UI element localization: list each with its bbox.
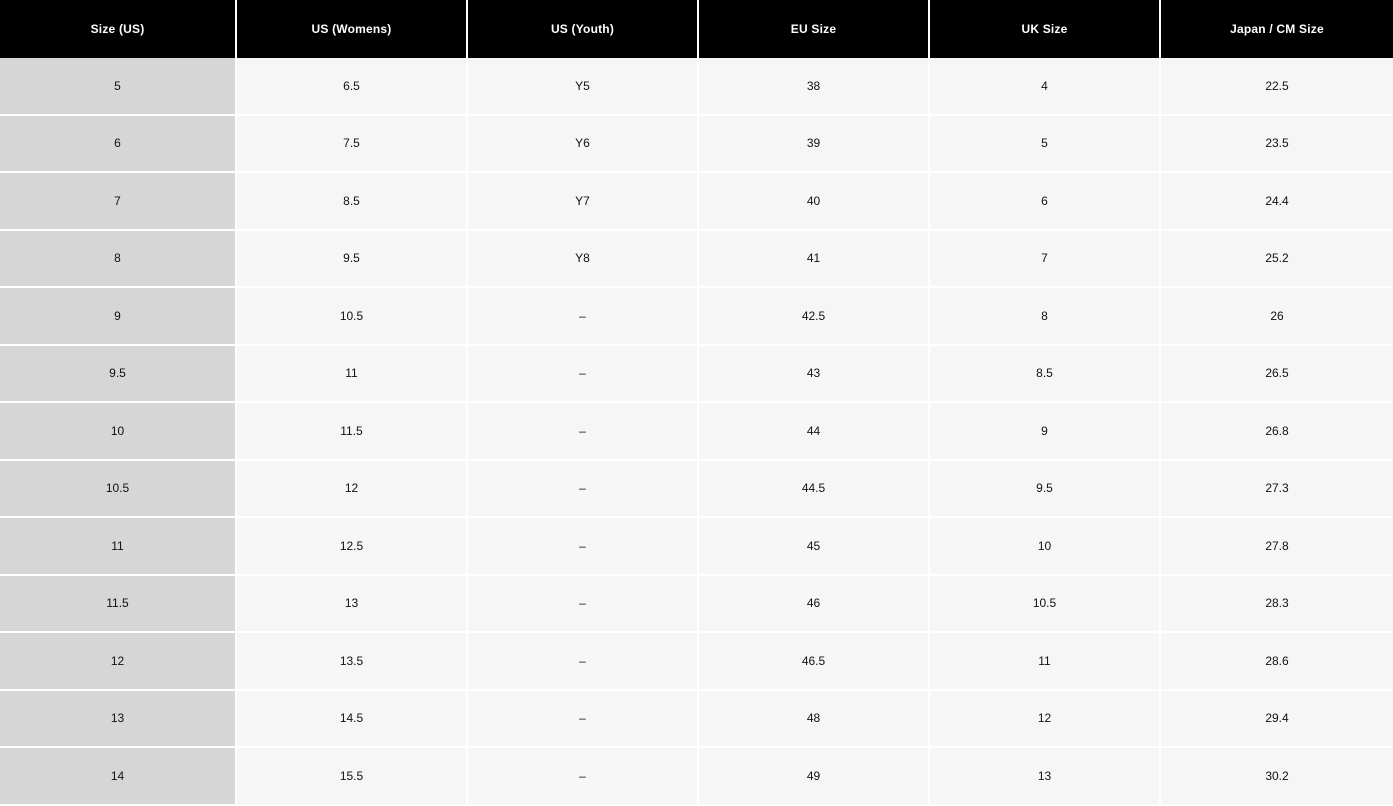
table-cell: 22.5 <box>1160 58 1393 115</box>
table-cell: 46.5 <box>698 632 929 690</box>
table-cell: – <box>467 517 698 575</box>
table-cell: 7.5 <box>236 115 467 173</box>
table-header-row <box>0 0 1393 58</box>
table-cell-size-us: 11 <box>0 517 236 575</box>
table-cell: 48 <box>698 690 929 748</box>
table-cell: 26.8 <box>1160 402 1393 460</box>
table-cell: 6 <box>929 172 1160 230</box>
table-row <box>0 58 1393 115</box>
table-row <box>0 172 1393 230</box>
table-cell: – <box>467 345 698 403</box>
table-cell: Y7 <box>467 172 698 230</box>
table-cell: – <box>467 402 698 460</box>
table-cell: Y6 <box>467 115 698 173</box>
table-cell: 28.6 <box>1160 632 1393 690</box>
table-header <box>0 0 1393 58</box>
table-cell: 8.5 <box>929 345 1160 403</box>
table-cell: 40 <box>698 172 929 230</box>
table-cell: 13 <box>929 747 1160 805</box>
table-cell: 46 <box>698 575 929 633</box>
table-cell: Y5 <box>467 58 698 115</box>
table-cell-size-us: 11.5 <box>0 575 236 633</box>
table-cell: 9.5 <box>929 460 1160 518</box>
table-cell: 5 <box>929 115 1160 173</box>
table-cell: 26.5 <box>1160 345 1393 403</box>
table-cell: 12 <box>236 460 467 518</box>
table-row <box>0 632 1393 690</box>
table-cell: – <box>467 632 698 690</box>
table-cell: 10.5 <box>929 575 1160 633</box>
column-header-japan-cm-size: Japan / CM Size <box>1160 0 1393 58</box>
table-cell: 27.8 <box>1160 517 1393 575</box>
table-cell: 9.5 <box>236 230 467 288</box>
table-body <box>0 58 1393 805</box>
table-row <box>0 402 1393 460</box>
table-cell: 11 <box>236 345 467 403</box>
table-cell: 13 <box>236 575 467 633</box>
table-cell: 28.3 <box>1160 575 1393 633</box>
table-cell-size-us: 14 <box>0 747 236 805</box>
table-cell: 4 <box>929 58 1160 115</box>
table-cell: 10.5 <box>236 287 467 345</box>
table-cell: 13.5 <box>236 632 467 690</box>
table-cell: 44 <box>698 402 929 460</box>
table-cell: 41 <box>698 230 929 288</box>
table-cell-size-us: 9 <box>0 287 236 345</box>
table-cell-size-us: 8 <box>0 230 236 288</box>
table-cell: 43 <box>698 345 929 403</box>
table-row <box>0 460 1393 518</box>
table-cell-size-us: 7 <box>0 172 236 230</box>
table-cell: 29.4 <box>1160 690 1393 748</box>
table-cell: 14.5 <box>236 690 467 748</box>
table-cell: – <box>467 575 698 633</box>
column-header-size-us: Size (US) <box>0 0 236 58</box>
table-cell: 9 <box>929 402 1160 460</box>
table-cell: 23.5 <box>1160 115 1393 173</box>
table-row <box>0 747 1393 805</box>
table-cell: 10 <box>929 517 1160 575</box>
table-cell-size-us: 9.5 <box>0 345 236 403</box>
table-cell-size-us: 13 <box>0 690 236 748</box>
table-cell: 12 <box>929 690 1160 748</box>
table-cell: 27.3 <box>1160 460 1393 518</box>
table-row <box>0 517 1393 575</box>
table-cell: – <box>467 747 698 805</box>
table-cell: 25.2 <box>1160 230 1393 288</box>
table-row <box>0 345 1393 403</box>
column-header-us-youth: US (Youth) <box>467 0 698 58</box>
table-cell: 11 <box>929 632 1160 690</box>
table-row <box>0 690 1393 748</box>
table-row <box>0 287 1393 345</box>
column-header-uk-size: UK Size <box>929 0 1160 58</box>
table-cell: 11.5 <box>236 402 467 460</box>
table-cell: 24.4 <box>1160 172 1393 230</box>
column-header-eu-size: EU Size <box>698 0 929 58</box>
table-cell: 49 <box>698 747 929 805</box>
table-cell: 8 <box>929 287 1160 345</box>
table-cell: 39 <box>698 115 929 173</box>
table-cell: – <box>467 460 698 518</box>
table-cell: – <box>467 690 698 748</box>
table-cell: – <box>467 287 698 345</box>
table-cell-size-us: 12 <box>0 632 236 690</box>
table-row <box>0 115 1393 173</box>
table-cell-size-us: 6 <box>0 115 236 173</box>
table-cell: 44.5 <box>698 460 929 518</box>
table-cell: 8.5 <box>236 172 467 230</box>
table-cell: Y8 <box>467 230 698 288</box>
table-cell: 26 <box>1160 287 1393 345</box>
table-row <box>0 230 1393 288</box>
table-cell-size-us: 5 <box>0 58 236 115</box>
table-cell: 7 <box>929 230 1160 288</box>
table-cell: 45 <box>698 517 929 575</box>
table-cell: 6.5 <box>236 58 467 115</box>
table-cell-size-us: 10 <box>0 402 236 460</box>
table-cell-size-us: 10.5 <box>0 460 236 518</box>
table-row <box>0 575 1393 633</box>
table-cell: 42.5 <box>698 287 929 345</box>
table-cell: 38 <box>698 58 929 115</box>
column-header-us-womens: US (Womens) <box>236 0 467 58</box>
table-cell: 30.2 <box>1160 747 1393 805</box>
table-cell: 15.5 <box>236 747 467 805</box>
table-cell: 12.5 <box>236 517 467 575</box>
